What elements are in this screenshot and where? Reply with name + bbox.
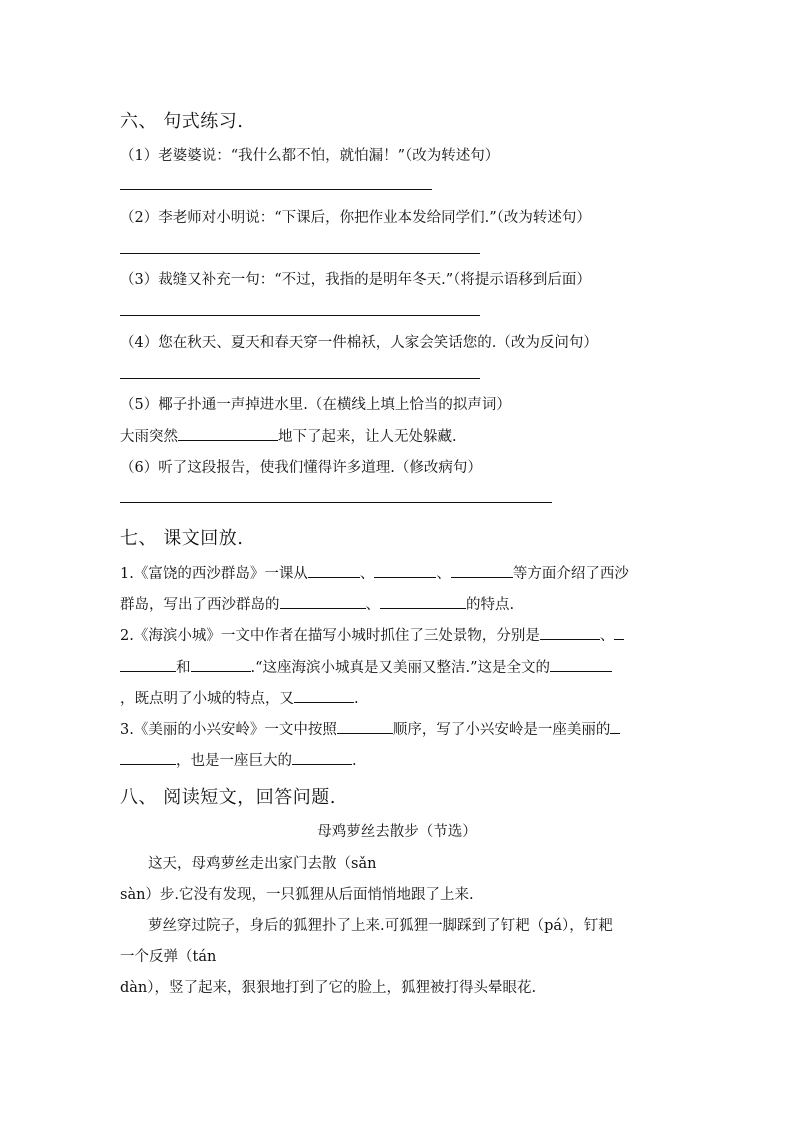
text: .“这座海滨小城真是又美丽又整洁.”这是全文的	[250, 660, 551, 676]
passage-p2-line3: dàn），竖了起来，狠狠地打到了它的脸上，狐狸被打得头晕眼花.	[120, 980, 537, 996]
blank-onomatopoeia[interactable]	[178, 428, 278, 441]
passage-p1-line1: 这天，母鸡萝丝走出家门去散（sǎn	[148, 856, 377, 872]
question-6-5-fill	[120, 425, 457, 446]
text: 3.《美丽的小兴安岭》一文中按照	[120, 722, 337, 738]
answer-line-6-4[interactable]	[120, 378, 480, 379]
text: 、	[599, 628, 615, 644]
answer-line-6-1[interactable]	[120, 189, 432, 190]
blank-7-1-a[interactable]	[308, 565, 360, 578]
question-6-3: （3）裁缝又补充一句：“不过，我指的是明年冬天.”（将提示语移到后面）	[120, 272, 591, 288]
blank-7-2-e[interactable]	[294, 690, 354, 703]
blank-7-2-d[interactable]	[550, 659, 612, 672]
blank-7-2-b[interactable]	[120, 659, 176, 672]
blank-7-3-a[interactable]	[337, 721, 393, 734]
question-6-4: （4）您在秋天、夏天和春天穿一件棉袄，人家会笑话您的.（改为反问句）	[120, 335, 598, 351]
text: 等方面介绍了西沙	[512, 566, 629, 582]
passage-p2-line2: 一个反弹（tán	[120, 949, 217, 965]
text: ，也是一座巨大的	[176, 753, 292, 769]
item-7-3-line2	[120, 749, 357, 770]
answer-line-6-6[interactable]	[120, 502, 552, 503]
answer-line-6-3[interactable]	[120, 315, 480, 316]
text: 、	[359, 566, 375, 582]
blank-7-1-c[interactable]	[451, 565, 513, 578]
text: 2.《海滨小城》一文中作者在描写小城时抓住了三处景物，分别是	[120, 628, 540, 644]
fill-text-after: 地下了起来，让人无处躲藏.	[278, 429, 457, 445]
item-7-1-line1	[120, 562, 629, 583]
text: 1.《富饶的西沙群岛》一课从	[120, 566, 308, 582]
text: 、	[436, 566, 451, 582]
item-7-1-line2	[120, 593, 514, 614]
question-6-1: （1）老婆婆说：“我什么都不怕，就怕漏！”（改为转述句）	[120, 148, 500, 164]
blank-7-3-b[interactable]	[120, 752, 176, 765]
blank-7-2-b-start[interactable]	[614, 627, 624, 640]
item-7-2-line3	[120, 687, 359, 708]
answer-line-6-2[interactable]	[120, 253, 480, 254]
blank-7-1-e[interactable]	[380, 596, 466, 609]
text: 和	[176, 660, 191, 676]
text: ，既点明了小城的特点，又	[120, 691, 294, 707]
blank-7-1-b[interactable]	[374, 565, 436, 578]
text: .	[354, 691, 359, 707]
blank-7-3-b-start[interactable]	[610, 721, 620, 734]
blank-7-2-a[interactable]	[540, 627, 600, 640]
section-seven-heading: 七、 课文回放.	[120, 528, 244, 549]
text: 的特点.	[466, 597, 515, 613]
item-7-2-line1	[120, 624, 624, 645]
question-6-6: （6）听了这段报告，使我们懂得许多道理.（修改病句）	[120, 460, 482, 476]
blank-7-2-c[interactable]	[191, 659, 251, 672]
text: 顺序，写了小兴安岭是一座美丽的	[392, 722, 611, 738]
passage-p2-line1: 萝丝穿过院子，身后的狐狸扑了上来.可狐狸一脚踩到了钉耙（pá），钉耙	[148, 918, 613, 934]
section-eight-heading: 八、 阅读短文，回答问题.	[120, 787, 336, 808]
text: .	[352, 753, 357, 769]
item-7-3-line1	[120, 718, 620, 739]
item-7-2-line2	[120, 656, 612, 677]
passage-p1-line2: sàn）步.它没有发现，一只狐狸从后面悄悄地跟了上来.	[120, 887, 474, 903]
text: 、	[365, 597, 380, 613]
text: 群岛，写出了西沙群岛的	[120, 597, 280, 613]
blank-7-3-c[interactable]	[292, 752, 352, 765]
passage-title: 母鸡萝丝去散步（节选）	[317, 824, 477, 840]
section-six-heading: 六、 句式练习.	[120, 111, 244, 132]
question-6-2: （2）李老师对小明说：“下课后，你把作业本发给同学们.”（改为转述句）	[120, 210, 591, 226]
blank-7-1-d[interactable]	[280, 596, 366, 609]
fill-text-before: 大雨突然	[120, 429, 178, 445]
question-6-5: （5）椰子扑通一声掉进水里.（在横线上填上恰当的拟声词）	[120, 397, 511, 413]
